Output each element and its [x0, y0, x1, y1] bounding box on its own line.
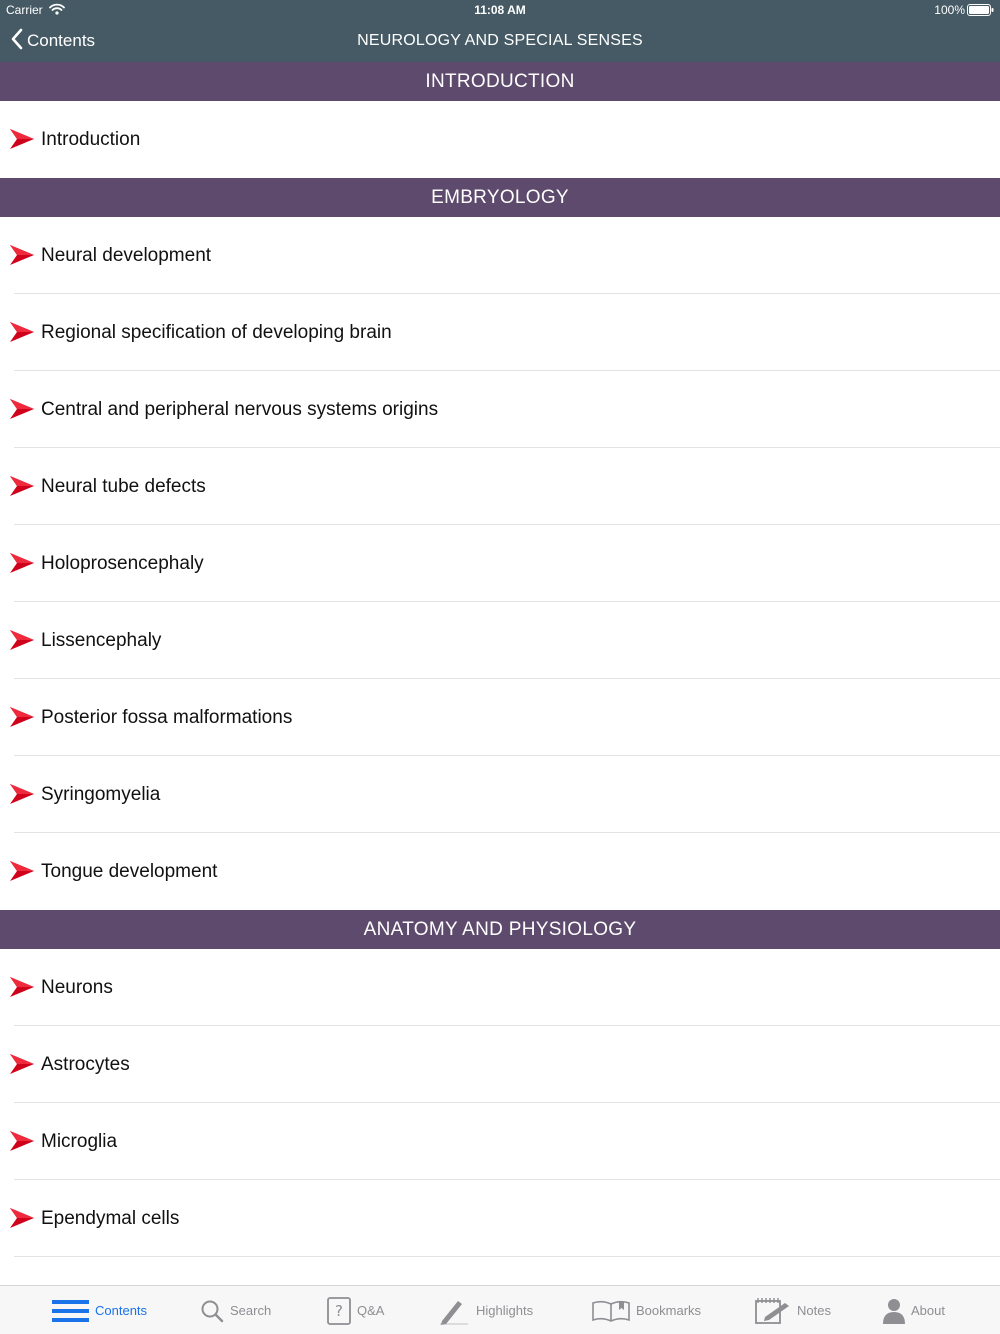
tab-notes[interactable]: [755, 1286, 831, 1334]
list-item[interactable]: [0, 525, 1000, 602]
list-item-label: Astrocytes: [41, 1054, 130, 1075]
tab-bar: [0, 1285, 1000, 1334]
tab-label: Notes: [797, 1303, 831, 1318]
section-header: ANATOMY AND PHYSIOLOGY: [0, 910, 1000, 949]
list-item[interactable]: [0, 217, 1000, 294]
carrier-label: Carrier: [6, 3, 43, 17]
list-item-label: Neurons: [41, 977, 113, 998]
tab-q-a[interactable]: [327, 1286, 384, 1334]
list-item-label: Microglia: [41, 1131, 118, 1152]
tab-bookmarks[interactable]: [592, 1286, 701, 1334]
top-bar: [0, 0, 1000, 62]
notes-icon: [755, 1297, 791, 1325]
battery-icon: [967, 4, 994, 19]
list-item[interactable]: [0, 949, 1000, 1026]
tab-label: Highlights: [476, 1303, 534, 1318]
section-header: EMBRYOLOGY: [0, 178, 1000, 217]
arrow-right-icon: [10, 245, 34, 270]
list-item-label: Tongue development: [41, 861, 218, 882]
arrow-right-icon: [10, 861, 34, 886]
list-icon: [52, 1299, 89, 1323]
arrow-right-icon: [10, 977, 34, 1002]
question-icon: [327, 1297, 351, 1325]
list-item[interactable]: [0, 1026, 1000, 1103]
tab-label: Search: [230, 1303, 272, 1318]
list-item[interactable]: [0, 101, 1000, 178]
list-item[interactable]: [0, 756, 1000, 833]
svg-text:?: ?: [335, 1301, 343, 1320]
list-item-label: Holoprosencephaly: [41, 553, 204, 574]
tab-label: About: [911, 1303, 945, 1318]
list-item-label: Regional specification of developing brain: [41, 322, 392, 343]
back-button-label: Contents: [27, 31, 96, 50]
list-item[interactable]: [0, 1180, 1000, 1257]
list-item[interactable]: [0, 294, 1000, 371]
tab-label: Q&A: [357, 1303, 385, 1318]
arrow-right-icon: [10, 1054, 34, 1079]
status-time: 11:08 AM: [474, 3, 526, 17]
list-item-label: Central and peripheral nervous systems origins: [41, 399, 439, 420]
navigation-bar: [0, 20, 1000, 62]
arrow-right-icon: [10, 399, 34, 424]
arrow-right-icon: [10, 476, 34, 501]
list-item-label: Ependymal cells: [41, 1208, 180, 1229]
arrow-right-icon: [10, 707, 34, 732]
status-bar: [0, 0, 1000, 20]
person-icon: [883, 1298, 905, 1324]
list-item[interactable]: [0, 833, 1000, 910]
tab-search[interactable]: [200, 1286, 271, 1334]
arrow-right-icon: [10, 1131, 34, 1156]
list-item[interactable]: [0, 602, 1000, 679]
list-item-label: Syringomyelia: [41, 784, 161, 805]
pencil-icon: [438, 1297, 470, 1325]
search-icon: [200, 1299, 224, 1323]
tab-about[interactable]: [883, 1286, 945, 1334]
arrow-right-icon: [10, 322, 34, 347]
list-item[interactable]: [0, 371, 1000, 448]
arrow-right-icon: [10, 630, 34, 655]
book-icon: [592, 1300, 630, 1322]
tab-highlights[interactable]: [438, 1286, 533, 1334]
list-item[interactable]: [0, 1103, 1000, 1180]
list-item-label: Neural development: [41, 245, 212, 266]
tab-contents[interactable]: [52, 1286, 147, 1334]
page-title: NEUROLOGY AND SPECIAL SENSES: [357, 32, 643, 49]
battery-percent: 100%: [934, 3, 965, 17]
tab-label: Bookmarks: [636, 1303, 702, 1318]
list-item[interactable]: [0, 679, 1000, 756]
section-header: INTRODUCTION: [0, 62, 1000, 101]
list-item-label: Introduction: [41, 129, 141, 150]
arrow-right-icon: [10, 129, 34, 154]
list-root: [0, 62, 1000, 1257]
arrow-right-icon: [10, 784, 34, 809]
list-item-label: Lissencephaly: [41, 630, 162, 651]
arrow-right-icon: [10, 1208, 34, 1233]
list-item-label: Posterior fossa malformations: [41, 707, 293, 728]
arrow-right-icon: [10, 553, 34, 578]
list-item[interactable]: [0, 448, 1000, 525]
tab-label: Contents: [95, 1303, 148, 1318]
list-item-label: Neural tube defects: [41, 476, 206, 497]
contents-list[interactable]: [0, 62, 1000, 1285]
